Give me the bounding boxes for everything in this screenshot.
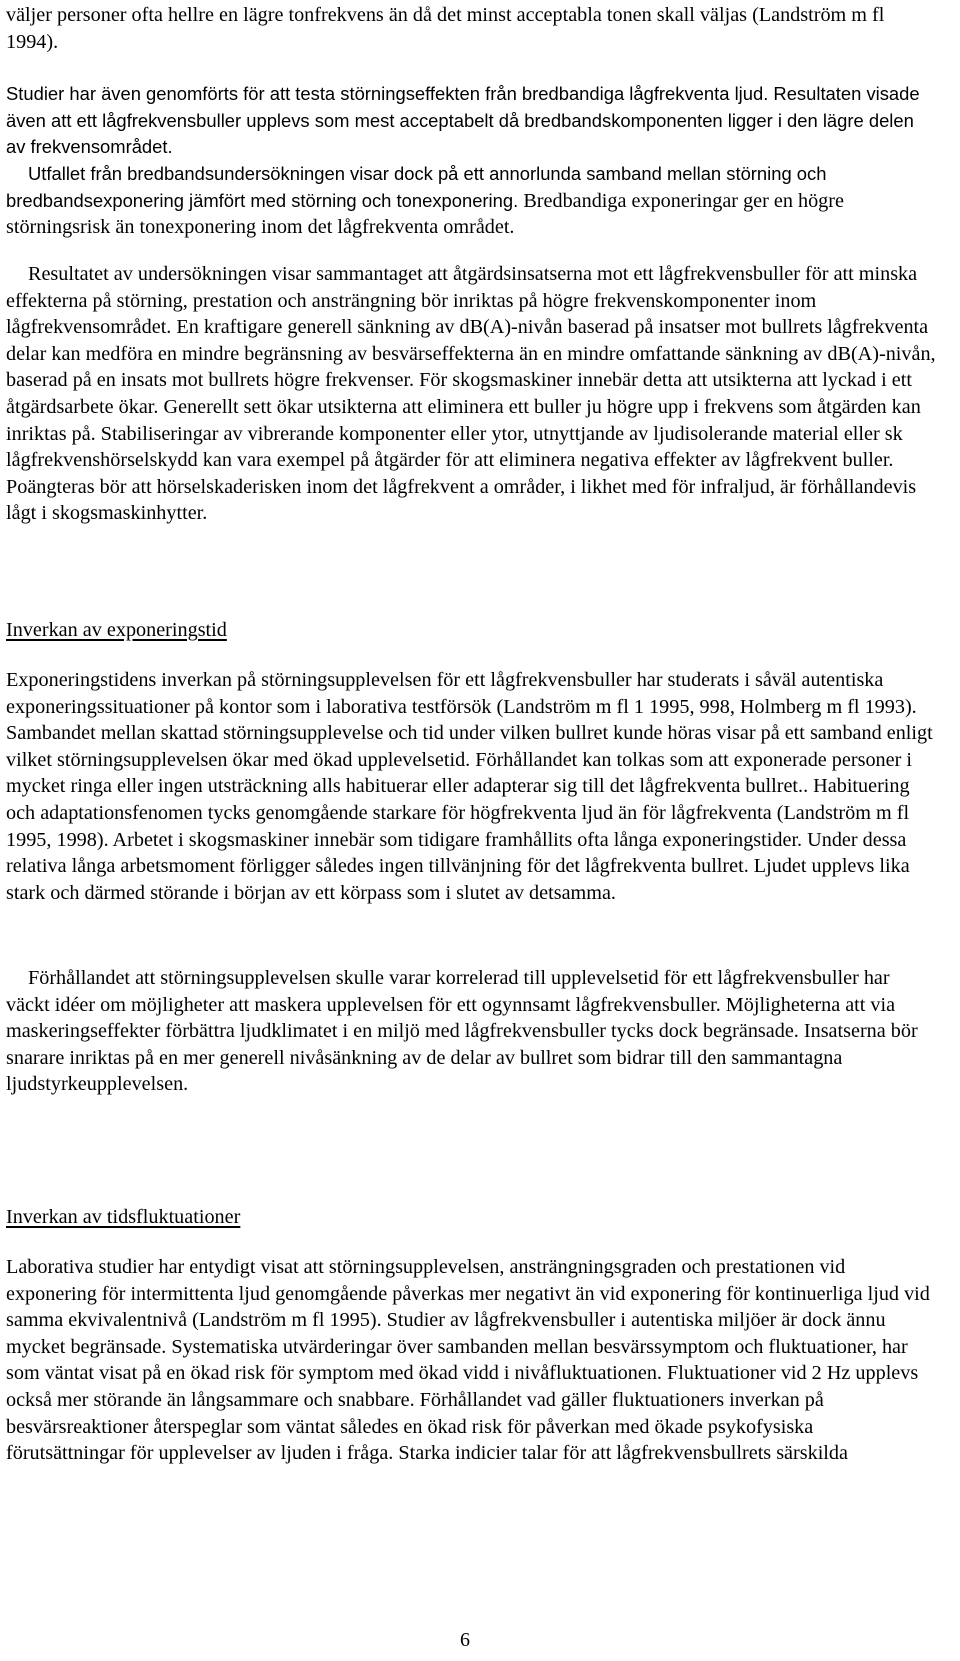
paragraph-broadband-outcome: [6, 161, 936, 241]
paragraph-continued: väljer personer ofta hellre en lägre tonfrekvens än då det minst acceptabla tonen skall väljas (Landström m fl 1994).: [6, 4, 885, 53]
broadband-conclusion-text: Bredbandiga exponeringar ger en högre störningsrisk än tonexponering inom det lågfrekventa området.: [6, 189, 844, 239]
broadband-outcome-text: Utfallet från bredbandsundersökningen visar dock på ett annorlunda samband mellan störning och bredbandsexponering jämfört med störning och tonexponering.: [6, 163, 827, 211]
paragraph-time-fluctuations: Laborativa studier har entydigt visat att störningsupplevelsen, ansträngningsgraden och prestationen vid exponering för intermittenta ljud genomgående påverkas mer negativt än vid exponering för kontinuerliga ljud vid samma ekvivalentnivå (Landström m fl 1995). Studier av lågfrekvensbuller i autentiska miljöer är dock ännu mycket begränsade. Systematiska utvärderingar över sambanden mellan besvärssymptom och fluktuationer, har som väntat visat på en ökad risk för symptom med ökad vidd i nivåfluktuationen. Fluktuationer vid 2 Hz upplevs också mer störande än långsammare och snabbare. Förhållandet vad gäller fluktuationers inverkan på besvärsreaktioner återspeglar som väntat således en ökad risk för påverkan med ökade psykofysiska förutsättningar för upplevelser av ljuden i fråga. Starka indicier talar för att lågfrekvensbullrets särskilda: [6, 1256, 930, 1465]
paragraph-broadband-studies: Studier har även genomförts för att testa störningseffekten från bredbandiga lågfrekventa ljud. Resultaten visade även att ett lågfrekvensbuller upplevs som mest acceptabelt då bredbandskomponenten ligger i den lägre delen av frekvensområdet.: [6, 83, 920, 158]
section-heading-time-fluctuations: Inverkan av tidsfluktuationer: [6, 1206, 241, 1228]
section-heading-exposure-time: Inverkan av exponeringstid: [6, 619, 227, 641]
page-number: 6: [460, 1629, 470, 1651]
paragraph-exposure-time: Exponeringstidens inverkan på störningsupplevelsen för ett lågfrekvensbuller har studerats i såväl autentiska exponeringssituationer på kontor som i laborativa testförsök (Landström m fl 1 1995, 998, Holmberg m fl 1993). Sambandet mellan skattad störningsupplevelse och tid under vilken bullret kunde höras visar på ett samband enligt vilket störningsupplevelsen ökar med ökad upplevelsetid. Förhållandet kan tolkas som att exponerade personer i mycket ringa eller ingen utsträckning alls habituerar eller adapterar sig till det lågfrekventa bullret.. Habituering och adaptationsfenomen tycks genomgående starkare för högfrekventa ljud än för lågfrekventa (Landström m fl 1995, 1998). Arbetet i skogsmaskiner innebär som tidigare framhållits ofta långa exponeringstider. Under dessa relativa långa arbetsmoment förligger således ingen tillvänjning för det lågfrekventa bullret. Ljudet upplevs lika stark och därmed störande i början av ett körpass som i slutet av detsamma.: [6, 669, 933, 904]
paragraph-masking: Förhållandet att störningsupplevelsen skulle varar korrelerad till upplevelsetid för ett lågfrekvensbuller har väckt idéer om möjligheter att maskera upplevelsen för ett ogynnsamt lågfrekvensbuller. Möjligheterna att via maskeringseffekter förbättra ljudklimatet i en miljö med lågfrekvensbuller tycks dock begränsade. Insatserna bör snarare inriktas på en mer generell nivåsänkning av de delar av bullret som bidrar till den sammantagna ljudstyrkeupplevelsen.: [6, 967, 918, 1096]
paragraph-results-summary: Resultatet av undersökningen visar sammantaget att åtgärdsinsatserna mot ett lågfrekvensbuller för att minska effekterna på störning, prestation och ansträngning bör inriktas på högre frekvenskomponenter inom lågfrekvensområdet. En kraftigare generell sänkning av dB(A)-nivån baserad på insatser mot bullrets lågfrekventa delar kan medföra en mindre begränsning av besvärseffekterna än en mindre omfattande sänkning av dB(A)-nivån, baserad på en insats mot bullrets högre frekvenser. För skogsmaskiner innebär detta att utsikterna att lyckad i ett åtgärdsarbete ökar. Generellt sett ökar utsikterna att eliminera ett buller ju högre upp i frekvens som åtgärden kan inriktas på. Stabiliseringar av vibrerande komponenter eller ytor, utnyttjande av ljudisolerande material eller sk lågfrekvenshörselskydd kan vara exempel på åtgärder för att eliminera negativa effekter av lågfrekvent buller. Poängteras bör att hörselskaderisken inom det lågfrekvent a områder, i likhet med för infraljud, är förhållandevis lågt i skogsmaskinhytter.: [6, 263, 936, 525]
